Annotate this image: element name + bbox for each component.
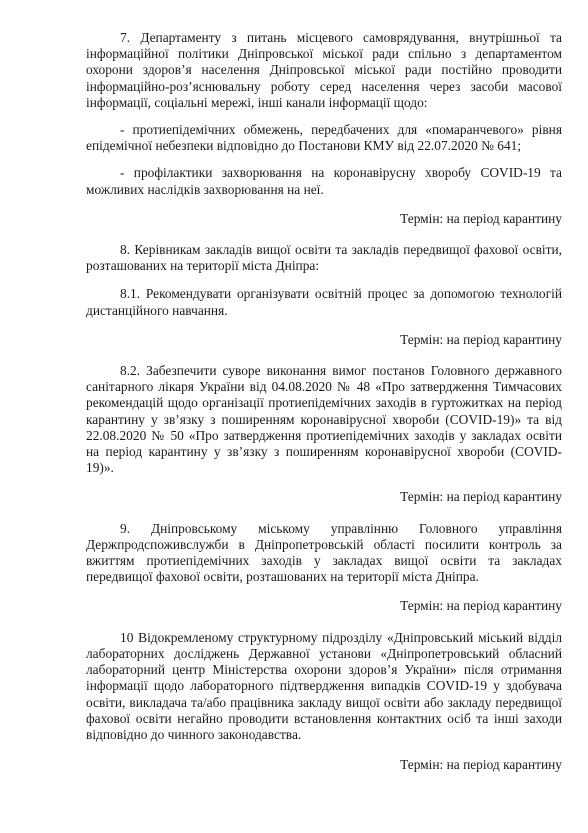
deadline-3: Термін: на період карантину — [400, 489, 562, 505]
paragraph-8: 8. Керівникам закладів вищої освіти та закладів передвищої фахової освіти, розташованих на території міста Дніпра: — [86, 242, 562, 274]
paragraph-7-item-restrictions: - протиепідемічних обмежень, передбачених для «помаранчевого» рівня епідемічної небезпеки відповідно до Постанови КМУ від 22.07.2020 № 641; — [86, 122, 562, 154]
deadline-2: Термін: на період карантину — [400, 331, 562, 347]
paragraph-7-item-prevention: - профілактики захворювання на коронавірусну хворобу COVID-19 та можливих наслідків захворювання на неї. — [86, 165, 562, 197]
document-page — [86, 30, 562, 773]
paragraph-8-2: 8.2. Забезпечити суворе виконання вимог постанов Головного державного санітарного лікаря України від 04.08.2020 № 48 «Про затвердження Тимчасових рекомендацій щодо організації протиепідемічних заходів в гуртожитках на період карантину у зв’язку з поширенням коронавірусної хвороби (COVID-19)» та від 22.08.2020 № 50 «Про затвердження протиепідемічних заходів у закладах освіти на період карантину у зв’язку з поширенням коронавірусної хвороби (COVID-19)». — [86, 363, 562, 476]
paragraph-8-1: 8.1. Рекомендувати організувати освітній процес за допомогою технологій дистанційного навчання. — [86, 286, 562, 318]
deadline-4: Термін: на період карантину — [400, 598, 562, 614]
paragraph-7: 7. Департаменту з питань місцевого самоврядування, внутрішньої та інформаційної політики Дніпровської міської ради спільно з департаментом охорони здоров’я населення Дніпровської міської ради постійно проводити інформаційно-роз’яснювальну роботу серед населення через засоби масової інформації, соціальні мережі, інші канали інформації щодо: — [86, 30, 562, 110]
paragraph-9: 9. Дніпровському міському управлінню Головного управління Держпродспоживслужби в Дніпропетровській області посилити контроль за вжиттям протиепідемічних заходів у закладах вищої освіти та закладах передвищої фахової освіти, розташованих на території міста Дніпра. — [86, 520, 562, 585]
deadline-1: Термін: на період карантину — [400, 210, 562, 226]
deadline-5: Термін: на період карантину — [400, 757, 562, 773]
paragraph-10: 10 Відокремленому структурному підрозділу «Дніпровський міський відділ лабораторних досліджень Державної установи «Дніпропетровський обласний лабораторний центр Міністерства охорони здоров’я України» після отримання інформації щодо лабораторного підтвердження випадків COVID-19 у здобувача освіти, викладача та/або працівника закладу вищої освіти або закладу передвищої фахової освіти негайно проводити встановлення контактних осіб та інші заходи відповідно до чинного законодавства. — [86, 629, 562, 742]
